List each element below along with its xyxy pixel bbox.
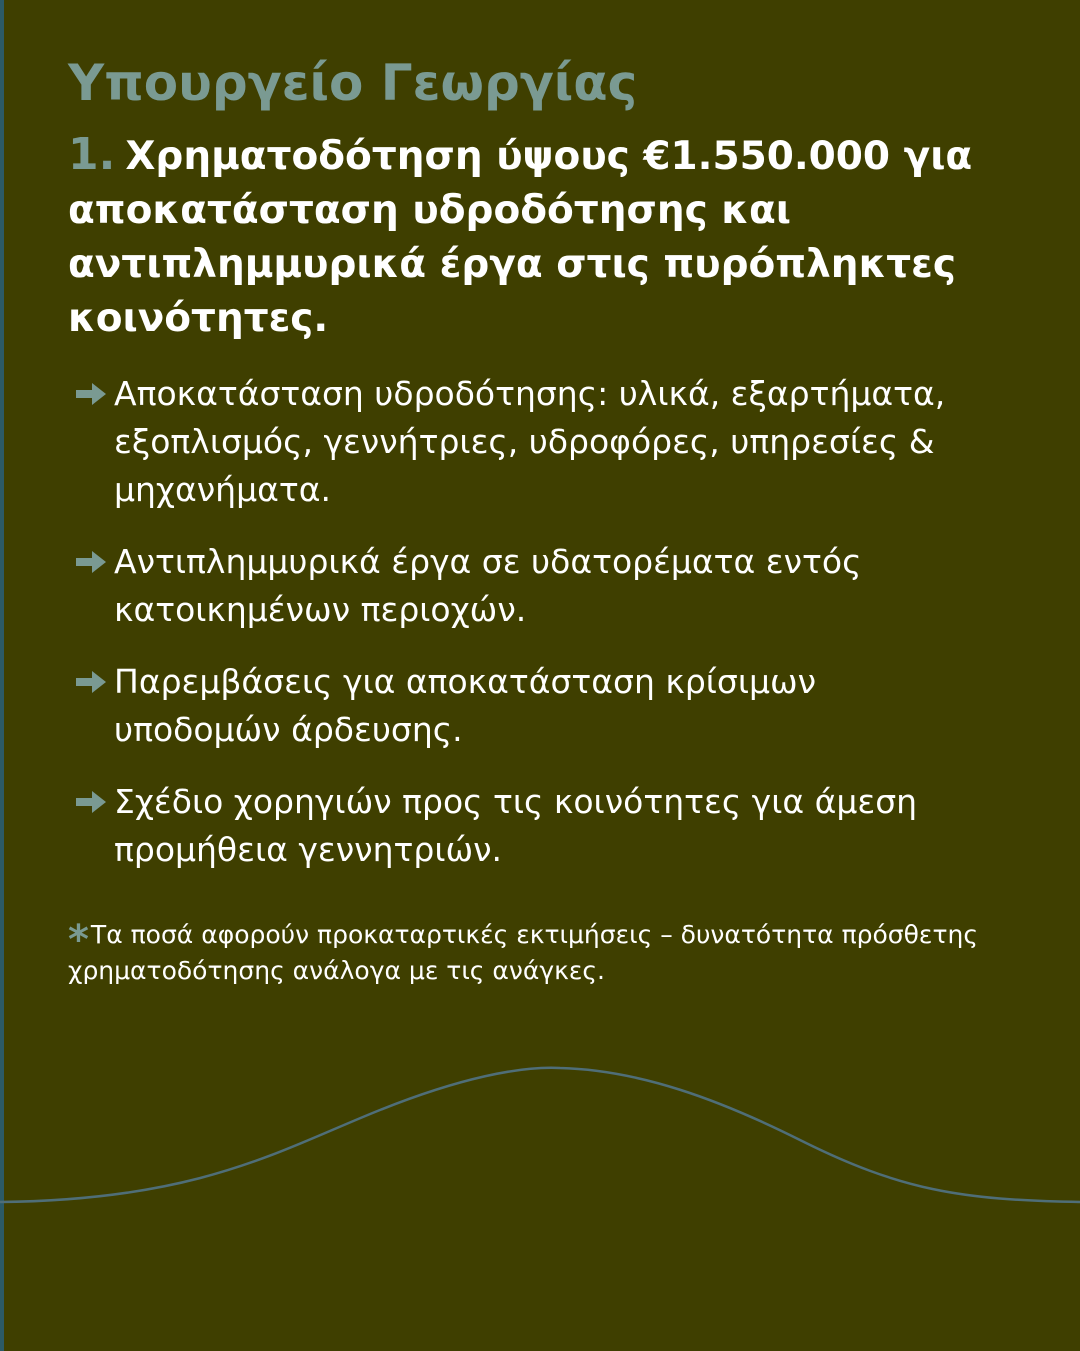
arrow-right-icon [74, 548, 108, 576]
footnote [68, 912, 998, 989]
bullet-list [74, 370, 974, 874]
list-item [74, 658, 974, 754]
list-item [74, 370, 974, 514]
decorative-wave [0, 1040, 1080, 1240]
footnote-asterisk: * [68, 917, 89, 963]
bullet-text: Παρεμβάσεις για αποκατάσταση κρίσιμων υποδομών άρδευσης. [114, 662, 817, 749]
footnote-text: Τα ποσά αφορούν προκαταρτικές εκτιμήσεις – δυνατότητα πρόσθετης χρηματοδότησης ανάλογα με τις ανάγκες. [68, 920, 979, 985]
ministry-title: Υπουργείο Γεωργίας [68, 54, 638, 112]
bullet-text: Σχέδιο χορηγιών προς τις κοινότητες για άμεση προμήθεια γεννητριών. [114, 782, 918, 869]
bullet-text: Αντιπλημμυρικά έργα σε υδατορέματα εντός κατοικημένων περιοχών. [114, 542, 862, 629]
headline-number: 1. [68, 129, 116, 180]
arrow-right-icon [74, 380, 108, 408]
list-item [74, 778, 974, 874]
arrow-right-icon [74, 668, 108, 696]
list-item [74, 538, 974, 634]
headline-text: Χρηματοδότηση ύψους €1.550.000 για αποκατάσταση υδροδότησης και αντιπλημμυρικά έργα στις πυρόπληκτες κοινότητες. [68, 134, 973, 341]
arrow-right-icon [74, 788, 108, 816]
bullet-text: Αποκατάσταση υδροδότησης: υλικά, εξαρτήματα, εξοπλισμός, γεννήτριες, υδροφόρες, υπηρεσίες & μηχανήματα. [114, 374, 946, 509]
headline [68, 128, 988, 346]
